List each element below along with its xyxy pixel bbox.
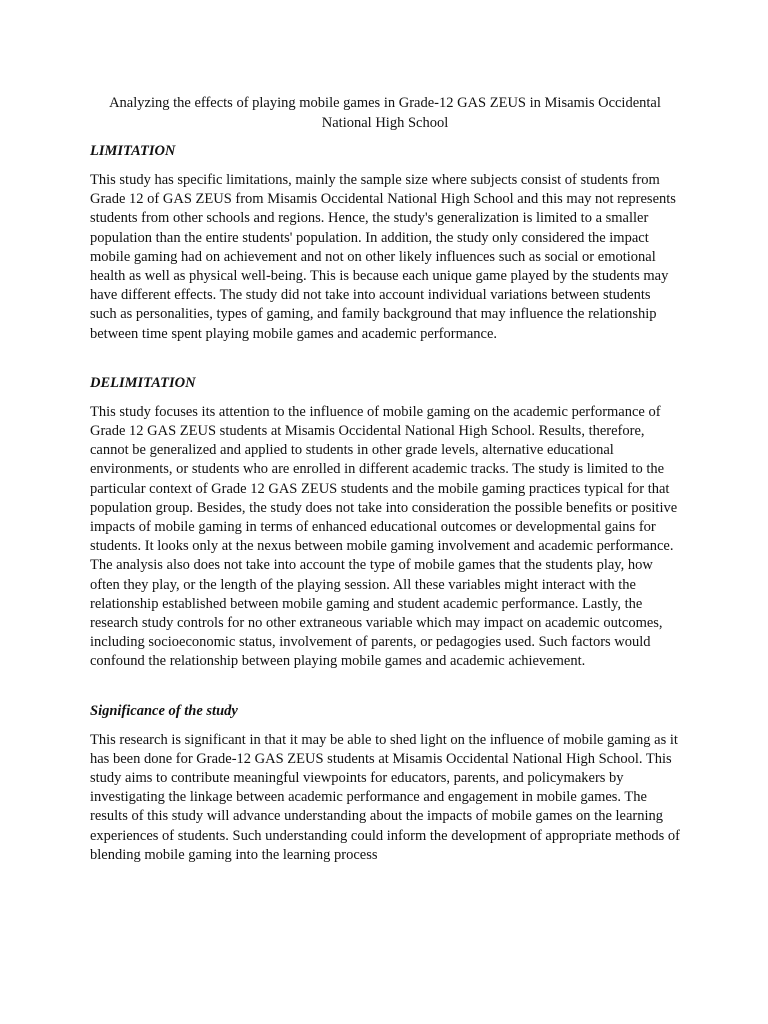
document-title: Analyzing the effects of playing mobile games in Grade-12 GAS ZEUS in Misamis Occidental National High School (109, 95, 661, 131)
significance-heading: Significance of the study (90, 702, 238, 719)
limitation-heading: LIMITATION (90, 143, 176, 159)
document-page (90, 94, 680, 865)
significance-paragraph: This research is significant in that it may be able to shed light on the influence of mobile gaming as it has been done for Grade-12 GAS ZEUS students at Misamis Occidental National High School. This study aims to contribute meaningful viewpoints for educators, parents, and policymakers by investigating the linkage between academic performance and engagement in mobile games. The results of this study will advance understanding about the impacts of mobile games on the learning experiences of students. Such understanding could inform the development of appropriate methods of blending mobile gaming into the learning process (90, 731, 680, 863)
delimitation-paragraph: This study focuses its attention to the influence of mobile gaming on the academic performance of Grade 12 GAS ZEUS students at Misamis Occidental National High School. Results, therefore, cannot be generalized and applied to students in other grade levels, alternative educational environments, or students who are enrolled in different academic tracks. The study is limited to the particular context of Grade 12 GAS ZEUS students and the mobile gaming practices typical for that population group. Besides, the study does not take into consideration the possible benefits or positive impacts of mobile gaming in terms of enhanced educational outcomes or developmental gains for students. It looks only at the nexus between mobile gaming involvement and academic performance. The analysis also does not take into account the type of mobile games that the students play, how often they play, or the length of the playing session. All these variables might interact with the relationship established between mobile gaming and student academic performance. Lastly, the research study controls for no other extraneous variable which may impact on academic outcomes, including socioeconomic status, involvement of parents, or pedagogies used. Such factors would confound the relationship between playing mobile games and academic achievement. (90, 403, 678, 670)
limitation-paragraph: This study has specific limitations, mainly the sample size where subjects consist of students from Grade 12 of GAS ZEUS from Misamis Occidental National High School and this may not represents students from other schools and regions. Hence, the study's generalization is limited to a smaller population than the entire students' population. In addition, the study only considered the impact mobile gaming had on achievement and not on other likely influences such as social or emotional health as well as physical well-being. This is because each unique game played by the students may have different effects. The study did not take into account individual variations between students such as personalities, types of gaming, and family background that may influence the relationship between time spent playing mobile games and academic performance. (90, 172, 676, 342)
delimitation-heading: DELIMITATION (90, 374, 196, 391)
